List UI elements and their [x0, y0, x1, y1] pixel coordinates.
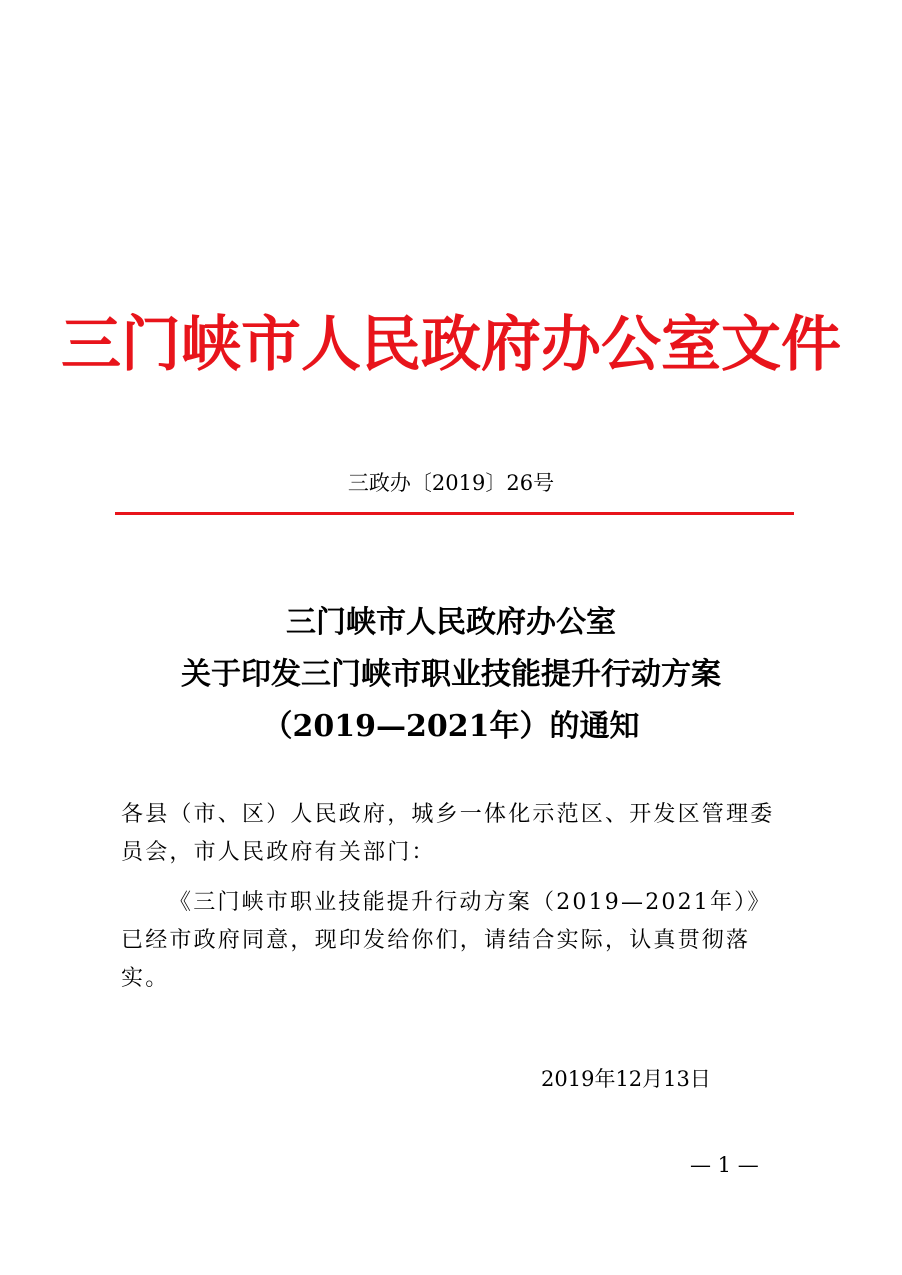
title-line-2: 关于印发三门峡市职业技能提升行动方案	[181, 657, 721, 692]
issue-date: 2019年12月13日	[541, 1067, 711, 1091]
title-line-1: 三门峡市人民政府办公室	[286, 605, 616, 640]
title-line-3: （2019—2021年）的通知	[262, 709, 640, 744]
red-separator-rule	[115, 512, 794, 515]
body-paragraph: 《三门峡市职业技能提升行动方案（2019—2021年）》已经市政府同意，现印发给你们，请结合实际，认真贯彻落实。	[121, 890, 772, 991]
document-number: 三政办〔2019〕26号	[347, 471, 555, 495]
page-number: — 1 —	[690, 1153, 759, 1177]
notice-title	[0, 597, 902, 753]
salutation: 各县（市、区）人民政府，城乡一体化示范区、开发区管理委员会，市人民政府有关部门：	[121, 802, 775, 865]
masthead-title: 三门峡市人民政府办公室文件	[61, 310, 841, 380]
